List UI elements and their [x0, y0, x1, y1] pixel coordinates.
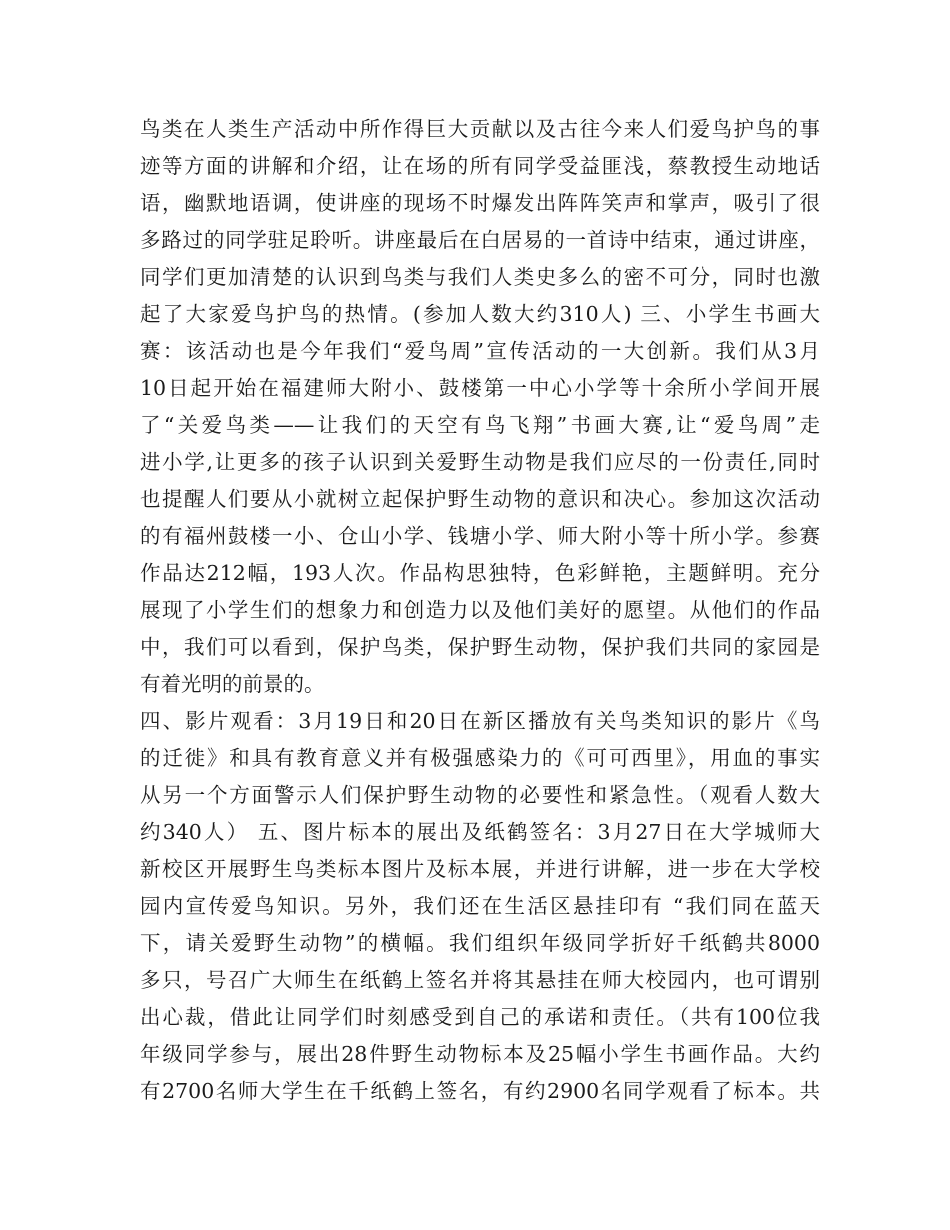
text-line: 新校区开展野生鸟类标本图片及标本展，并进行讲解，进一步在大学校	[140, 857, 820, 881]
text-line: 鸟类在人类生产活动中所作得巨大贡献以及古往今来人们爱鸟护鸟的事	[140, 117, 820, 141]
text-line: 下，请关爱野生动物”的横幅。我们组织年级同学折好千纸鹤共8000	[140, 931, 820, 955]
text-line: 多只，号召广大师生在纸鹤上签名并将其悬挂在师大校园内，也可谓别	[140, 968, 820, 992]
text-line: 从另一个方面警示人们保护野生动物的必要性和紧急性。（观看人数大	[140, 783, 820, 807]
text-line: 的迁徙》和具有教育意义并有极强感染力的《可可西里》，用血的事实	[140, 746, 820, 770]
text-line: 年级同学参与，展出28件野生动物标本及25幅小学生书画作品。大约	[140, 1042, 820, 1066]
text-line: 进小学,让更多的孩子认识到关爱野生动物是我们应尽的一份责任,同时	[140, 450, 820, 474]
text-line: 有2700名师大学生在千纸鹤上签名，有约2900名同学观看了标本。共	[140, 1079, 820, 1103]
text-line: 约340人） 五、图片标本的展出及纸鹤签名：3月27日在大学城师大	[140, 820, 820, 844]
text-line: 迹等方面的讲解和介绍，让在场的所有同学受益匪浅，蔡教授生动地话	[140, 154, 820, 178]
text-line: 多路过的同学驻足聆听。讲座最后在白居易的一首诗中结束，通过讲座，	[140, 228, 820, 252]
text-line: 作品达212幅，193人次。作品构思独特，色彩鲜艳，主题鲜明。充分	[140, 561, 820, 585]
text-line: 有着光明的前景的。	[140, 672, 325, 696]
text-line: 也提醒人们要从小就树立起保护野生动物的意识和决心。参加这次活动	[140, 487, 820, 511]
text-line: 展现了小学生们的想象力和创造力以及他们美好的愿望。从他们的作品	[140, 598, 820, 622]
text-line: 语，幽默地语调，使讲座的现场不时爆发出阵阵笑声和掌声，吸引了很	[140, 191, 820, 215]
text-line: 赛：该活动也是今年我们“爱鸟周”宣传活动的一大创新。我们从3月	[140, 339, 820, 363]
text-line: 了“关爱鸟类——让我们的天空有鸟飞翔”书画大赛,让“爱鸟周”走	[140, 413, 820, 437]
text-line: 的有福州鼓楼一小、仓山小学、钱塘小学、师大附小等十所小学。参赛	[140, 524, 820, 548]
body-text	[140, 111, 820, 1110]
text-line: 四、影片观看：3月19日和20日在新区播放有关鸟类知识的影片《鸟	[140, 709, 820, 733]
text-line: 起了大家爱鸟护鸟的热情。(参加人数大约310人) 三、小学生书画大	[140, 302, 820, 326]
text-line: 10日起开始在福建师大附小、鼓楼第一中心小学等十余所小学间开展	[140, 376, 820, 400]
text-line: 中，我们可以看到，保护鸟类，保护野生动物，保护我们共同的家园是	[140, 635, 820, 659]
text-line: 同学们更加清楚的认识到鸟类与我们人类史多么的密不可分，同时也激	[140, 265, 820, 289]
text-line: 出心裁，借此让同学们时刻感受到自己的承诺和责任。（共有100位我	[140, 1005, 820, 1029]
text-line: 园内宣传爱鸟知识。另外，我们还在生活区悬挂印有 “我们同在蓝天	[140, 894, 820, 918]
